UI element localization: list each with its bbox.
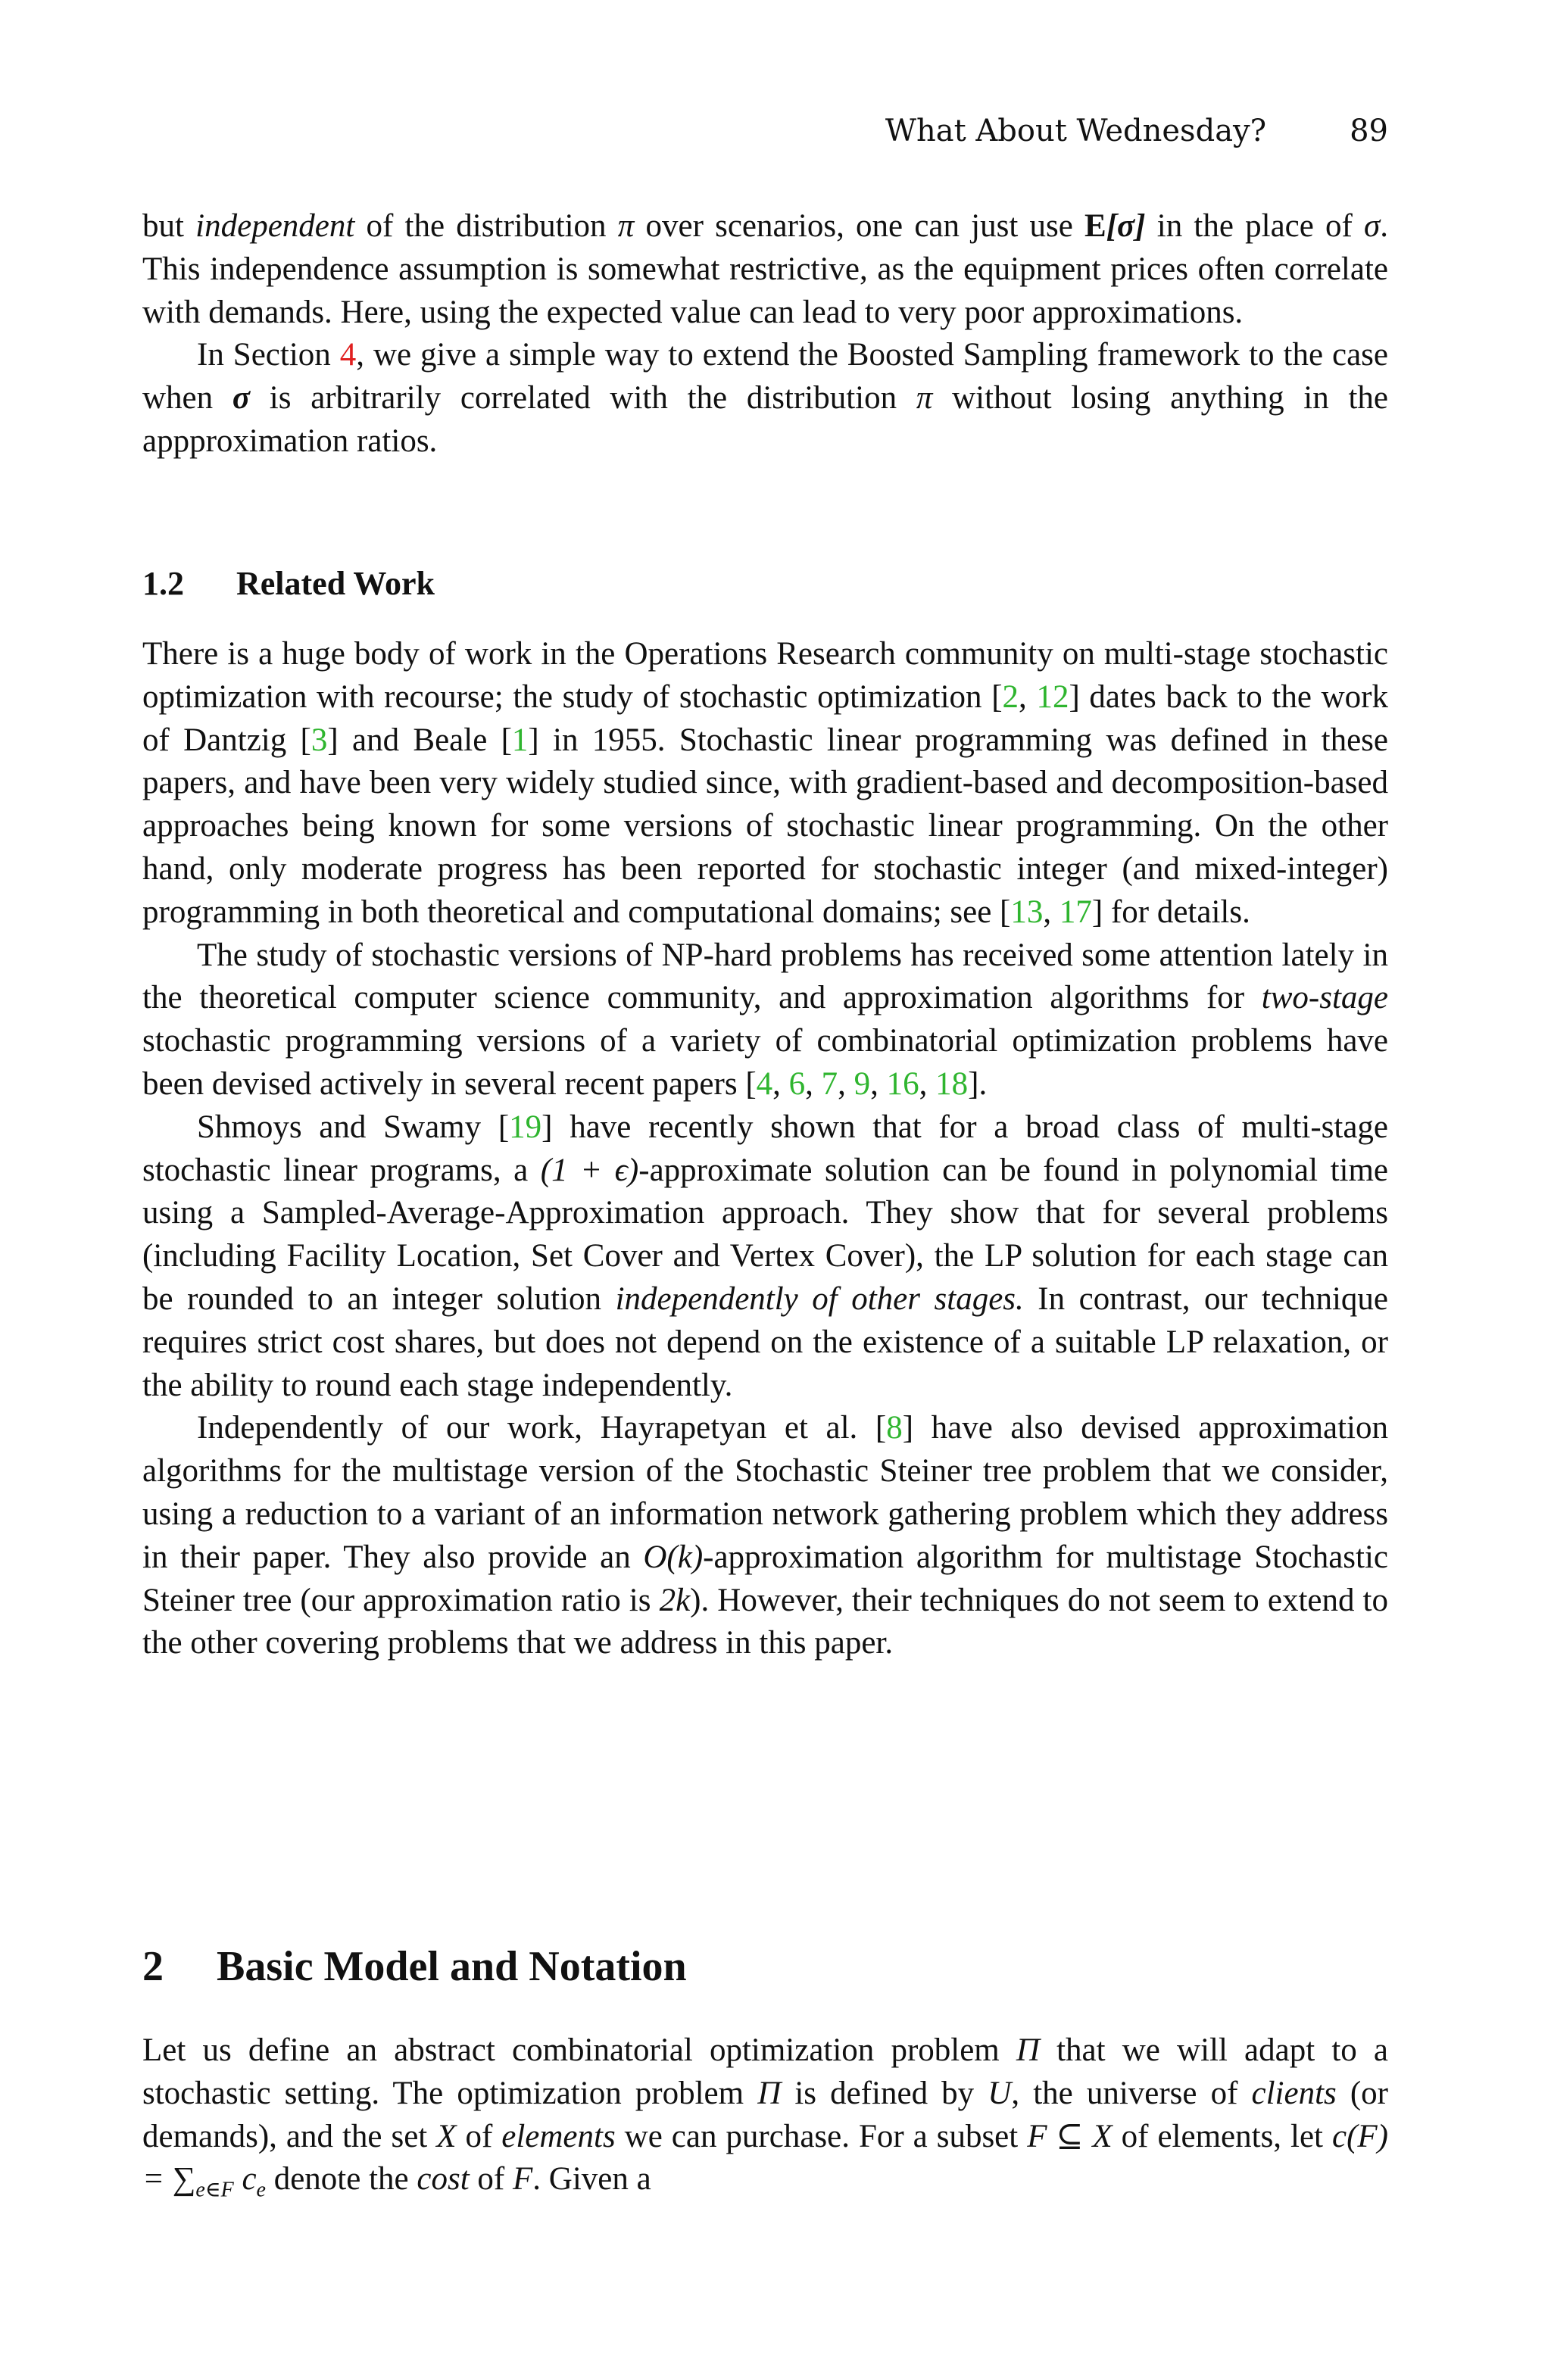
citation-link[interactable]: 9: [854, 1065, 871, 1102]
paragraph-rw-2: The study of stochastic versions of NP-hard problems has received some attention lately in the theoretical computer science community, and approximation algorithms for two-stage stochastic programming versions of a variety of combinatorial optimization problems have been devised actively in several recent papers [4, 6, 7, 9, 16, 18].: [142, 937, 1388, 1102]
header-title: What About Wednesday?: [885, 114, 1267, 148]
paragraph-intro-2: In Section 4, we give a simple way to extend the Boosted Sampling framework to the case when σ is arbitrarily correlated with the distribution π without losing anything in the appproximation ratios.: [142, 337, 1388, 459]
paragraph-rw-3: Shmoys and Swamy [19] have recently shown that for a broad class of multi-stage stochastic linear programs, a (1 + ϵ)-approximate solution can be found in polynomial time using a Sampled-Average-Approximation approach. They show that for several problems (including Facility Location, Set Cover and Vertex Cover), the LP solution for each stage can be rounded to an integer solution independently of other stages. In contrast, our technique requires strict cost shares, but does not depend on the existence of a suitable LP relaxation, or the ability to round each stage independently.: [142, 1109, 1389, 1403]
citation-link[interactable]: 16: [886, 1065, 919, 1102]
paragraph-intro-1: but independent of the distribution π over scenarios, one can just use E[σ] in the place of σ. This independence assumption is somewhat restrictive, as the equipment prices often correlate with demands. Here, using the expected value can lead to very poor approximations.: [142, 208, 1389, 330]
citation-link[interactable]: 1: [511, 722, 529, 758]
section-ref-link[interactable]: 4: [339, 337, 357, 373]
citation-link[interactable]: 13: [1010, 894, 1044, 930]
section-2-block: [142, 2029, 1388, 2213]
citation-link[interactable]: 6: [788, 1065, 806, 1102]
citation-link[interactable]: 2: [1002, 678, 1019, 715]
citation-link[interactable]: 7: [821, 1065, 838, 1102]
citation-link[interactable]: 8: [886, 1410, 903, 1446]
section-number: 2: [142, 1943, 164, 1990]
citation-link[interactable]: 3: [311, 722, 328, 758]
citation-link[interactable]: 19: [509, 1109, 542, 1145]
section-heading: [142, 1942, 687, 1991]
subsection-heading: [142, 564, 435, 603]
intro-block: [142, 205, 1388, 463]
subsection-title: Related Work: [236, 565, 435, 602]
citation-link[interactable]: 12: [1036, 678, 1069, 715]
related-work-block: [142, 633, 1388, 1665]
running-header: [885, 114, 1388, 148]
page-number: 89: [1350, 114, 1388, 148]
paragraph-rw-4: Independently of our work, Hayrapetyan et al. [8] have also devised approximation algorithms for the multistage version of the Stochastic Steiner tree problem that we consider, using a reduction to a variant of an information network gathering problem which they address in their paper. They also provide an O(k)-approximation algorithm for multistage Stochastic Steiner tree (our approximation ratio is 2k). However, their techniques do not seem to extend to the other covering problems that we address in this paper.: [142, 1410, 1389, 1661]
paragraph-rw-1: There is a huge body of work in the Operations Research community on multi-stage stochastic optimization with recourse; the study of stochastic optimization [2, 12] dates back to the work of Dantzig [3] and Beale [1] in 1955. Stochastic linear programming was defined in these papers, and have been very widely studied since, with gradient-based and decomposition-based approaches being known for some versions of stochastic linear programming. On the other hand, only moderate progress has been reported for stochastic integer (and mixed-integer) programming in both theoretical and computational domains; see [13, 17] for details.: [142, 636, 1388, 930]
subsection-number: 1.2: [142, 565, 184, 602]
paragraph-sec2: Let us define an abstract combinatorial optimization problem Π that we will adapt to a stochastic setting. The optimization problem Π is defined by U, the universe of clients (or demands), and the set X of elements we can purchase. For a subset F ⊆ X of elements, let $c(F) = \sum_{e\in F}$ $c_e$ denote the cost of F. Given a: [142, 2032, 1389, 2202]
paper-page: [142, 0, 1388, 2380]
citation-link[interactable]: 18: [935, 1065, 969, 1102]
citation-link[interactable]: 17: [1059, 894, 1092, 930]
section-title: Basic Model and Notation: [217, 1943, 687, 1990]
citation-link[interactable]: 4: [756, 1065, 773, 1102]
